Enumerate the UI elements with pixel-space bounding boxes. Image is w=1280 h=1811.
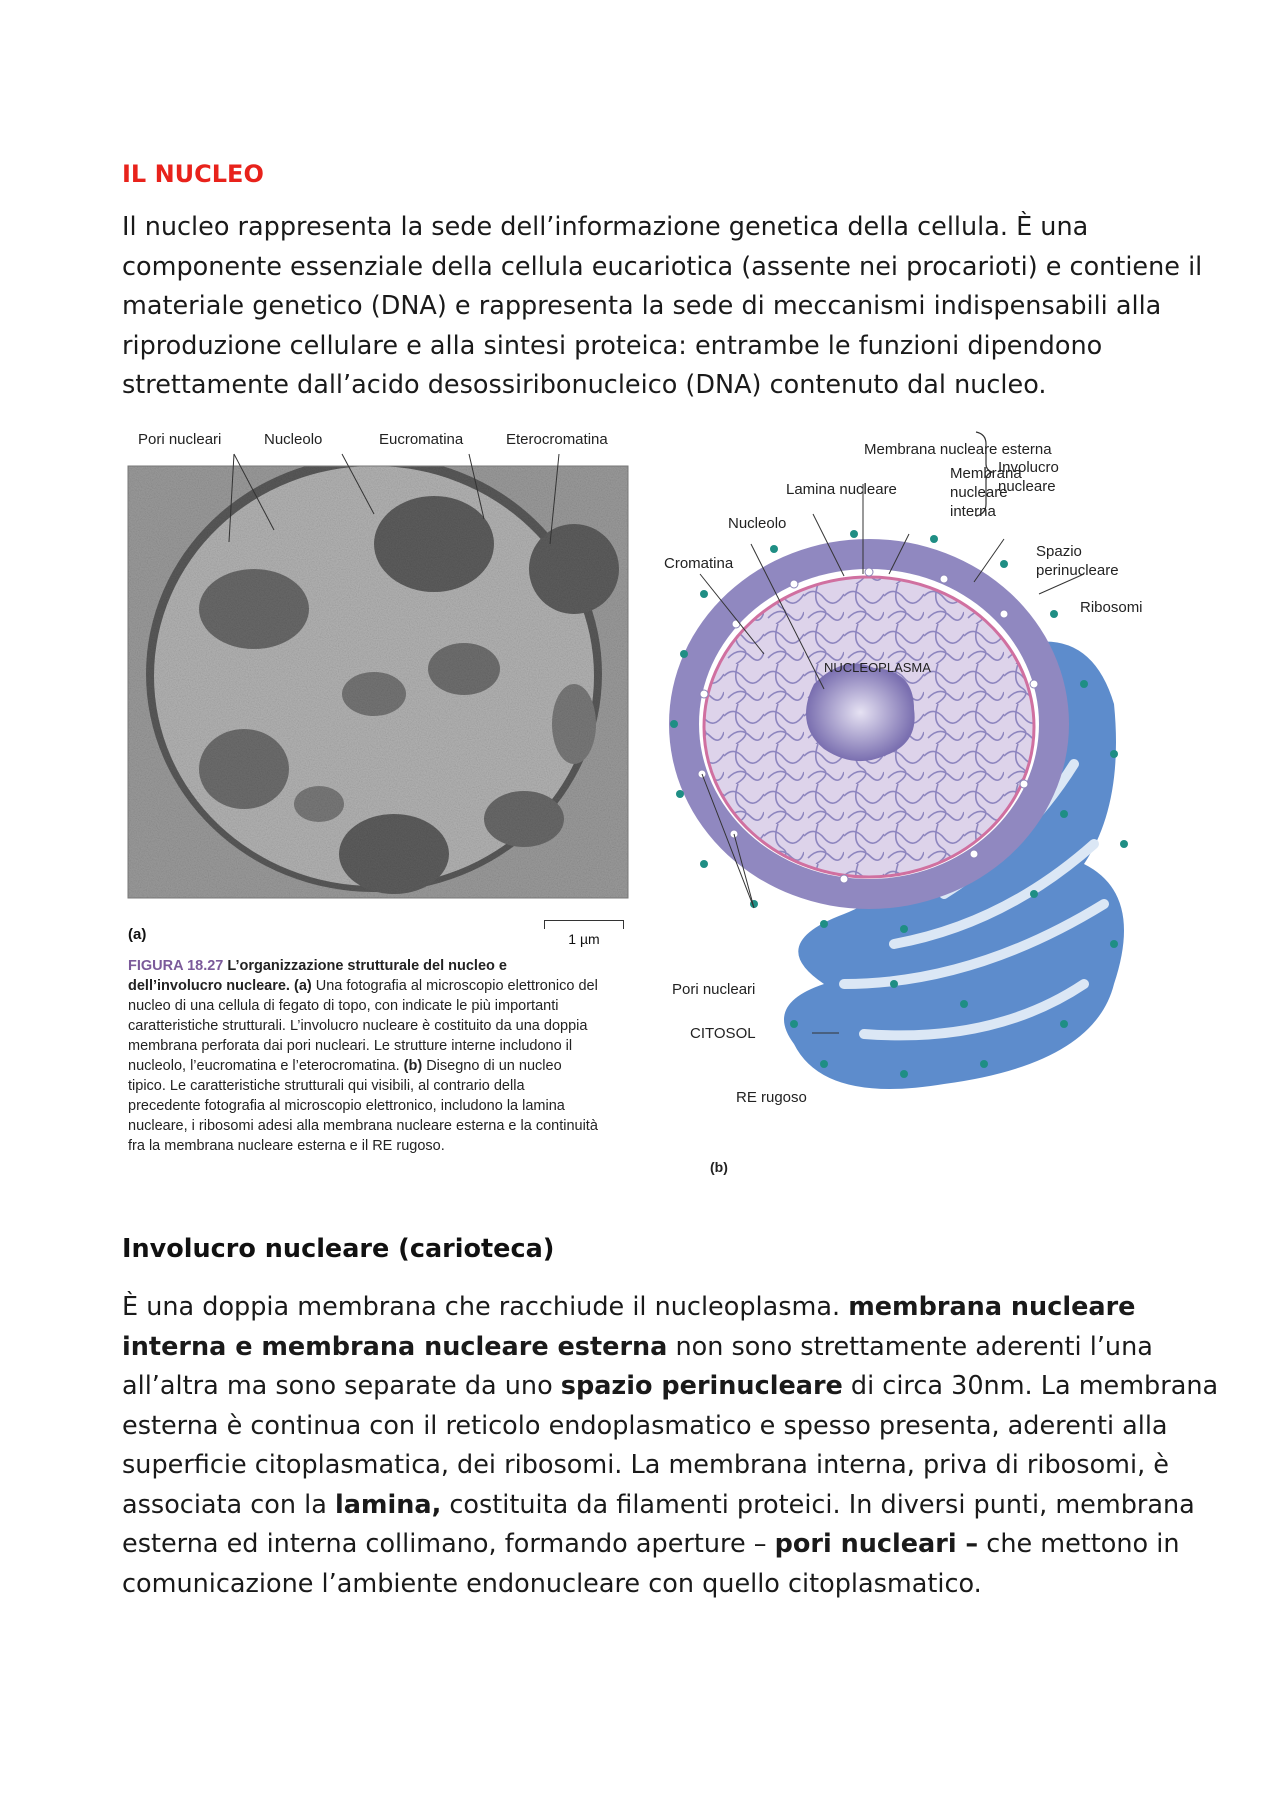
label-pori-a: Pori nucleari — [138, 431, 222, 448]
text-run: di circa 30nm. La membrana — [842, 1371, 1219, 1401]
bold-term: spazio perinucleare — [560, 1371, 843, 1401]
section-line — [122, 1328, 1182, 1368]
label-spazio: Spazio perinucleare — [1036, 543, 1119, 579]
label-cromatina: Cromatina — [664, 555, 734, 572]
section-heading: Involucro nucleare (carioteca) — [122, 1234, 555, 1264]
label-eterocromatina: Eterocromatina — [506, 431, 608, 448]
text-run: comunicazione l’ambiente endonucleare con quello citoplasmatico. — [122, 1568, 982, 1599]
caption-b-text: Disegno di un nucleo tipico. Le caratteristiche strutturali qui visibili, al contrario della precedente fotografia al microscopio elettronico, includono la lamina nucleare, i ribosomi adesi alla membrana nucleare esterna e la continuità fra la membrana nucleare esterna e il RE rugoso. — [128, 1058, 598, 1154]
page-title: IL NUCLEO — [122, 160, 264, 188]
intro-paragraph — [122, 208, 1203, 406]
caption-title: L’organizzazione strutturale del nucleo e dell’involucro nucleare. — [128, 958, 507, 994]
label-citosol: CITOSOL — [690, 1025, 756, 1042]
micrograph-panel — [124, 424, 644, 914]
text-run: superficie citoplasmatica, dei ribosomi. La membrana interna, priva di ribosomi, è — [122, 1450, 1169, 1480]
label-nucleolo-a: Nucleolo — [264, 431, 323, 448]
section-line — [122, 1407, 1182, 1447]
intro-line: Il nucleo rappresenta la sede dell’informazione genetica della cellula. È una — [122, 212, 1089, 242]
text-run: all’altra ma sono separate da uno — [122, 1371, 561, 1401]
intro-line: componente essenziale della cellula eucariotica (assente nei procarioti) e contiene il — [122, 251, 1203, 282]
caption-fig-number: FIGURA 18.27 — [128, 958, 224, 974]
intro-line: materiale genetico (DNA) e rappresenta la sede di meccanismi indispensabili alla — [122, 291, 1162, 321]
caption-b-marker: (b) — [399, 1058, 423, 1074]
caption-a-text: Una fotografia al microscopio elettronico del nucleo di una cellula di fegato di topo, con indicate le più importanti caratteristiche strutturali. L’involucro nucleare è costituito da una doppia membrana perforata dai pori nucleari. Le strutture interne includono il nucleolo, l’eucromatina e l’eterocromatina. — [128, 978, 598, 1074]
label-pori-b: Pori nucleari — [672, 981, 756, 998]
intro-line: strettamente dall’acido desossiribonucleico (DNA) contenuto dal nucleo. — [122, 370, 1047, 400]
label-eucromatina: Eucromatina — [379, 431, 464, 448]
text-run: che mettono in — [978, 1529, 1180, 1559]
panel-b-label: (b) — [710, 1159, 728, 1175]
label-lamina: Lamina nucleare — [786, 481, 897, 498]
text-run: costituita da filamenti proteici. In diversi punti, membrana — [441, 1489, 1195, 1520]
bold-term: membrana nucleare — [848, 1292, 1136, 1322]
figure-nucleus — [124, 424, 1164, 1214]
text-run: È una doppia membrana che racchiude il nucleoplasma. — [122, 1292, 849, 1322]
label-re-rugoso: RE rugoso — [736, 1089, 807, 1106]
section-paragraph — [122, 1288, 1219, 1604]
scale-bar-line — [544, 920, 624, 929]
caption-a-marker: (a) — [289, 978, 312, 994]
intro-line: riproduzione cellulare e alla sintesi proteica: entrambe le funzioni dipendono — [122, 330, 1103, 361]
section-line — [122, 1367, 1219, 1407]
section-line — [122, 1525, 1182, 1565]
section-line — [122, 1446, 1182, 1486]
bold-term: lamina, — [334, 1489, 442, 1520]
text-run: associata con la — [122, 1489, 335, 1520]
bold-term: pori nucleari – — [774, 1529, 979, 1559]
section-line — [122, 1486, 1195, 1526]
section-line — [122, 1288, 1182, 1328]
label-nucleolo-b: Nucleolo — [728, 515, 787, 532]
panel-a-label: (a) — [128, 926, 147, 943]
label-membrana-interna: Membrana nucleare interna — [950, 465, 1022, 520]
scale-bar-label: 1 µm — [568, 931, 600, 947]
scale-bar — [544, 920, 624, 947]
label-ribosomi: Ribosomi — [1080, 599, 1143, 616]
figure-caption — [128, 956, 598, 1156]
text-run: esterna ed interna collimano, formando aperture – — [122, 1529, 775, 1559]
label-involucro: Involucro nucleare — [998, 459, 1059, 495]
label-nucleoplasma: NUCLEOPLASMA — [824, 660, 931, 675]
text-run: esterna è continua con il reticolo endoplasmatico e spesso presenta, aderenti alla — [122, 1410, 1168, 1441]
section-line — [122, 1565, 1182, 1605]
label-membrana-esterna: Membrana nucleare esterna — [864, 441, 1052, 458]
text-run: non sono strettamente aderenti l’una — [667, 1331, 1153, 1362]
bold-term: interna e membrana nucleare esterna — [122, 1331, 668, 1362]
